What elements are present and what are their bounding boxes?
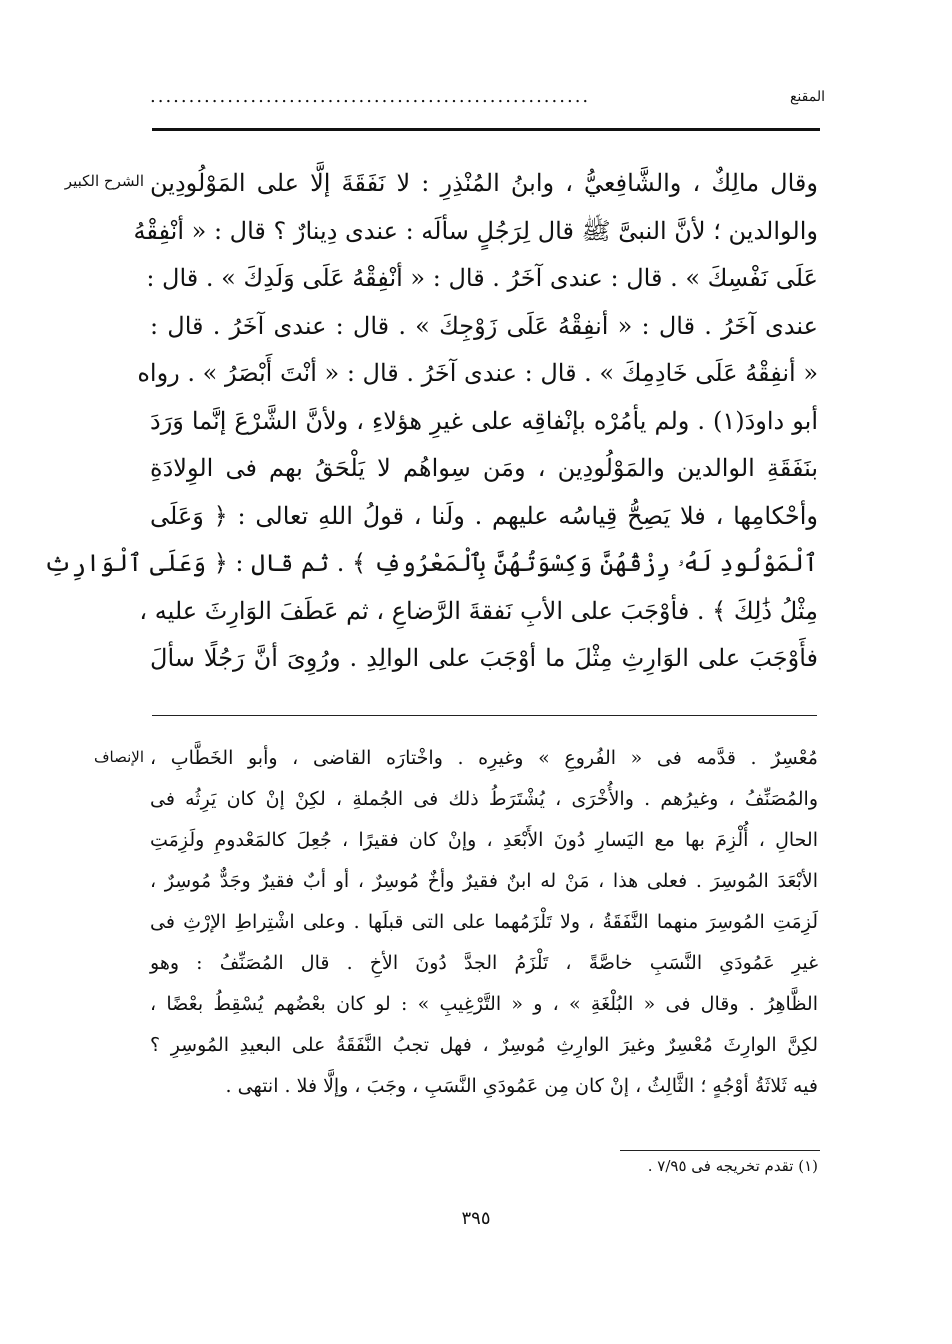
sharh-section-label: الشرح الكبير [64, 172, 144, 190]
running-title: المقنع [789, 88, 825, 105]
text-line: بنَفَقَةِ الوالدين والمَوْلُودِين ، ومَن سِواهُم لا يَلْحَقُ بهم فى الوِلادَةِ [150, 454, 818, 482]
text-line: أبو داودَ(١) . ولم يأمُرْه بإنْفاقِه على غيرِ هؤلاءِ ، ولأنَّ الشَّرْعَ إنَّما وَرَدَ [150, 406, 818, 435]
insaf-section-label: الإنصاف [93, 748, 144, 766]
text-line: مُعْسِرٌ . قدَّمه فى « الفُروعِ » وغيرِه . واخْتارَه القاضى ، وأبو الخَطَّابِ ، [150, 747, 818, 769]
text-line: « أنفِقْهُ عَلَى خَادِمِكَ » . قال : عندى آخَرُ . قال : « أنْتَ أَبْصَرُ » . رواه [137, 359, 818, 387]
text-line: لَزِمَتِ المُوسِرَ منهما النَّفَقَةُ ، ولا تَلْزَمُهما على التى قبلَها . وعلى اشْتِراطِ الإرْثِ فى [150, 911, 818, 933]
footnote-rule [620, 1150, 820, 1151]
text-line: عَلَى نَفْسِكَ » . قال : عندى آخَرُ . قال : « أنْفِقْهُ عَلَى وَلَدِكَ » . قال : [146, 264, 818, 292]
text-line: ٱلْمَوْلُودِ لَهُۥ رِزْقُهُنَّ وَكِسْوَتُهُنَّ بِٱلْمَعْرُوفِ ﴾ . ثم قال : ﴿ وَعَلَى ٱلْوَارِثِ [43, 549, 818, 577]
text-line: مِثْلُ ذَٰلِكَ ﴾ . فأوْجَبَ على الأبِ نَفقةَ الرَّضاعِ ، ثم عَطَفَ الوَارِثَ عليه ، [139, 596, 818, 625]
text-line: الحالِ ، أُلْزِمَ بها مع اليَسارِ دُونَ الأَبْعَدِ ، وإنْ كان فقيرًا ، جُعِلَ كالمَعْدومِ ولَزِمَتِ [150, 829, 818, 851]
text-line: والوالدين ؛ لأنَّ النبىَّ ﷺ قال لِرَجُلٍ سألَه : عندى دِينارٌ ؟ قال : « أنْفِقْهُ [133, 216, 818, 245]
text-line: فأَوْجَبَ على الوَارِثِ مِثْلَ ما أوْجَبَ على الوالِدِ . ورُوِىَ أنَّ رَجُلًا سألَ [150, 644, 818, 672]
footnote: (١) تقدم تخريجه فى ٧/٩٥ . [647, 1157, 818, 1175]
text-line: الظَّاهِرُ . وقال فى « البُلْغَةِ » ، و « التَّرْغِيبِ » : لو كان بعْضُهم يُسْقِطُ بعْضًا ، [150, 993, 818, 1015]
text-line: وأحْكامِها ، فلا يَصِحُّ قِياسُه عليهم . ولَنا ، قولُ اللهِ تعالى : ﴿ وَعَلَى [150, 501, 818, 530]
header-rule [152, 128, 820, 131]
text-line: لكِنَّ الوارِثَ مُعْسِرٌ وغيرَ الوارِثِ مُوسِرٌ ، فهل تجبُ النَّفَقَةُ على البعيدِ المُوسِرِ ؟ [150, 1034, 818, 1056]
dotted-leader: ......................................................... [150, 86, 591, 107]
text-line: فيه ثَلاثَةُ أوْجُهٍ ؛ الثَّالِثُ ، إنْ كان مِن عَمُودَىِ النَّسَبِ ، وجَبَ ، وإلَّا فلا . انتهى . [225, 1075, 818, 1097]
page-number: ٣٩٥ [461, 1208, 491, 1229]
section-divider [152, 715, 817, 716]
running-header [150, 86, 825, 107]
text-line: عندى آخَرُ . قال : « أنفِقْهُ عَلَى زَوْجِكَ » . قال : عندى آخَرُ . قال : [150, 311, 818, 340]
text-line: والمُصَنِّفُ ، وغيرُهم . والأُخْرَى ، يُشْتَرَطُ ذلك فى الجُملةِ ، لكِنْ إنْ كان يَرِثُه فى [150, 788, 818, 810]
text-line: الأبْعَدَ المُوسِرَ . فعلى هذا ، مَنْ له ابنٌ فقيرٌ وأخٌ مُوسِرٌ ، أو أبٌ فقيرٌ وجَدٌّ مُوسِرٌ ، [150, 870, 818, 892]
insaf-text-block [150, 738, 818, 1107]
text-line: غيرِ عَمُودَىِ النَّسَبِ خاصَّةً ، تَلْزَمُ الجدَّ دُونَ الأخِ . قال المُصَنِّفُ : وهو [150, 952, 818, 974]
text-line: وقال مالِكٌ ، والشَّافِعيُّ ، وابنُ المُنْذِرِ : لا نَفَقَةَ إلَّا على المَوْلُودِين [150, 169, 818, 197]
